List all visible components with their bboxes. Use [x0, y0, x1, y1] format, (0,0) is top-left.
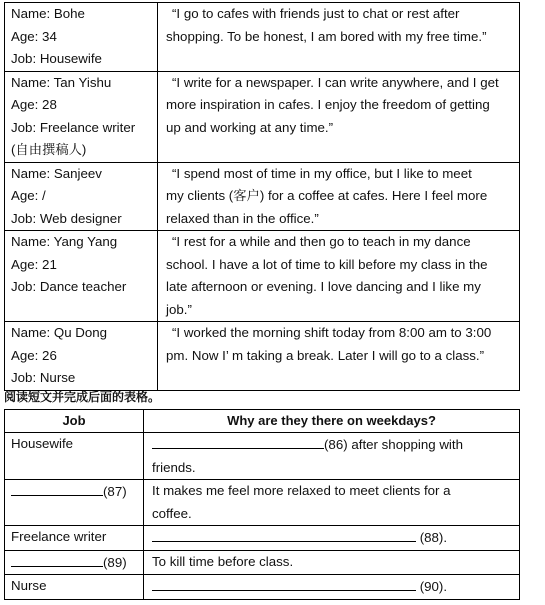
- job-cell: [5, 550, 144, 575]
- profile-row: [5, 3, 520, 72]
- job-text: Nurse: [11, 578, 47, 593]
- job-text: Housewife: [11, 436, 74, 451]
- quote-line: “I write for a newspaper. I can write anywhere, and I get: [172, 74, 499, 90]
- profile-job: Job: Housewife: [11, 51, 102, 66]
- job-cell: [5, 433, 144, 480]
- exercise-row: [5, 575, 520, 600]
- quote-line: up and working at any time.”: [166, 119, 334, 135]
- blank-number: (87): [103, 484, 127, 499]
- exercise-row: [5, 550, 520, 575]
- profile-info: [5, 162, 158, 231]
- quote-line: school. I have a lot of time to kill before my class in the: [166, 256, 488, 272]
- profile-age: Age: 26: [11, 347, 57, 363]
- quote-line: pm. Now I’ m taking a break. Later I will go to a class.”: [166, 347, 485, 363]
- profile-job: Job: Dance teacher: [11, 279, 127, 294]
- reason-text: friends.: [152, 459, 196, 475]
- quote-line: relaxed than in the office.”: [166, 210, 319, 226]
- profile-info: [5, 3, 158, 72]
- profile-name: Name: Sanjeev: [11, 165, 102, 181]
- profile-info: [5, 322, 158, 391]
- reason-cell: [144, 480, 520, 526]
- job-cell: [5, 526, 144, 551]
- exercise-row: [5, 480, 520, 526]
- exercise-row: [5, 526, 520, 551]
- quote-line: “I rest for a while and then go to teach in my dance: [172, 234, 471, 249]
- exercise-header-row: [5, 410, 520, 433]
- quote-line: my clients (客户) for a coffee at cafes. Here I feel more: [166, 188, 488, 203]
- quote-line: “I worked the morning shift today from 8:00 am to 3:00: [172, 325, 492, 340]
- profile-age: Age: /: [11, 188, 46, 203]
- header-job: Job: [5, 410, 144, 433]
- profile-quote: [158, 3, 520, 72]
- profile-name: Name: Tan Yishu: [11, 74, 112, 90]
- profile-age: Age: 28: [11, 97, 57, 112]
- profiles-table: [4, 2, 520, 391]
- job-cell: [5, 480, 144, 526]
- quote-line: job.”: [166, 301, 192, 317]
- profile-name: Name: Qu Dong: [11, 325, 108, 340]
- reason-text: To kill time before class.: [152, 553, 294, 569]
- profile-quote: [158, 322, 520, 391]
- profile-job: Job: Nurse: [11, 370, 76, 385]
- profile-row: [5, 71, 520, 162]
- answer-blank-88[interactable]: [152, 526, 416, 542]
- profile-name: Name: Bohe: [11, 6, 85, 21]
- quote-line: “I go to cafes with friends just to chat or rest after: [172, 6, 460, 21]
- reason-cell: [144, 575, 520, 600]
- answer-blank-87[interactable]: [11, 480, 103, 496]
- quote-line: more inspiration in cafes. I enjoy the freedom of getting: [166, 97, 490, 112]
- blank-number: (88).: [419, 530, 448, 545]
- profile-info: [5, 71, 158, 162]
- job-text: Freelance writer: [11, 529, 107, 544]
- blank-number: (89): [103, 554, 127, 570]
- answer-blank-90[interactable]: [152, 575, 416, 591]
- exercise-table: [4, 409, 520, 600]
- header-reason: Why are they there on weekdays?: [144, 410, 520, 433]
- profile-row: [5, 231, 520, 322]
- reason-cell: [144, 433, 520, 480]
- profile-info: [5, 231, 158, 322]
- reason-text: It makes me feel more relaxed to meet clients for a: [152, 483, 451, 498]
- profile-quote: [158, 71, 520, 162]
- answer-blank-86[interactable]: [152, 433, 324, 449]
- quote-line: late afternoon or evening. I love dancing and I like my: [166, 279, 481, 294]
- profile-name: Name: Yang Yang: [11, 234, 118, 249]
- reason-text: coffee.: [152, 505, 192, 521]
- profile-job-note: (自由撰稿人): [11, 142, 87, 157]
- answer-blank-89[interactable]: [11, 551, 103, 567]
- profile-job: Job: Freelance writer: [11, 119, 136, 135]
- profile-age: Age: 21: [11, 256, 57, 272]
- profile-row: [5, 162, 520, 231]
- quote-line: shopping. To be honest, I am bored with my free time.”: [166, 28, 487, 44]
- profile-age: Age: 34: [11, 28, 57, 44]
- exercise-row: [5, 433, 520, 480]
- instruction-text: 阅读短文并完成后面的表格。: [4, 390, 161, 404]
- profile-quote: [158, 162, 520, 231]
- quote-line: “I spend most of time in my office, but I like to meet: [172, 165, 472, 181]
- job-cell: [5, 575, 144, 600]
- reason-cell: [144, 526, 520, 551]
- profile-quote: [158, 231, 520, 322]
- reason-text: after shopping with: [347, 437, 463, 452]
- reason-cell: [144, 550, 520, 575]
- blank-number: (86): [324, 437, 348, 452]
- profile-job: Job: Web designer: [11, 210, 122, 226]
- blank-number: (90).: [419, 579, 448, 594]
- profile-row: [5, 322, 520, 391]
